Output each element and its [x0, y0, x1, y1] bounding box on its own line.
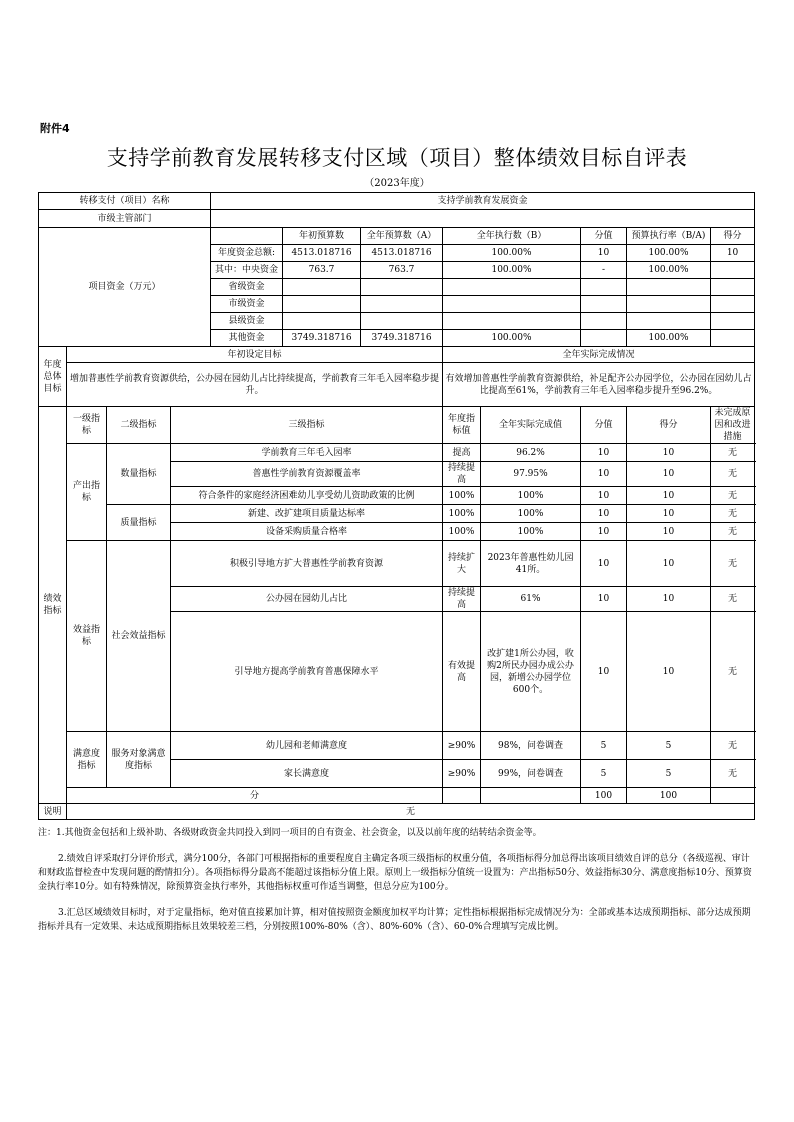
- indicator-score-value: 10: [581, 523, 627, 541]
- indicator-reason: 无: [711, 462, 755, 487]
- service-satisfaction-label: 服务对象满意度指标: [107, 732, 171, 788]
- page-title: 支持学前教育发展转移支付区域（项目）整体绩效目标自评表: [106, 146, 688, 170]
- funds-header-exec: 全年执行数（B）: [443, 228, 581, 245]
- goals-text-row: [39, 363, 755, 407]
- funds-row-score-value: [581, 330, 627, 347]
- goals-actual-header: 全年实际完成情况: [443, 347, 755, 363]
- indicator-target: 持续提高: [443, 587, 481, 612]
- funds-label: 项目资金（万元）: [39, 228, 211, 347]
- funds-row-score: 10: [711, 245, 755, 262]
- funds-row-score-value: [581, 296, 627, 313]
- goals-initial-header: 年初设定目标: [67, 347, 443, 363]
- total-empty-actual: [481, 788, 581, 804]
- funds-row-annual: 763.7: [361, 262, 443, 279]
- project-name-value: 支持学前教育发展资金: [211, 193, 755, 210]
- funds-row-initial: 3749.318716: [283, 330, 361, 347]
- header-score-value: 分值: [581, 407, 627, 444]
- remark-label: 说明: [39, 804, 67, 820]
- funds-row-annual: [361, 296, 443, 313]
- indicator-actual: 100%: [481, 523, 581, 541]
- indicator-actual: 61%: [481, 587, 581, 612]
- funds-row-rate: [627, 313, 711, 330]
- funds-row-initial: 763.7: [283, 262, 361, 279]
- funds-row-exec: [443, 296, 581, 313]
- indicator-score: 10: [627, 612, 711, 732]
- indicator-target: 100%: [443, 505, 481, 523]
- indicator-name: 家长满意度: [171, 760, 443, 788]
- indicator-score-value: 5: [581, 760, 627, 788]
- output-indicator-label: 产出指标: [67, 444, 107, 541]
- funds-row-rate: 100.00%: [627, 330, 711, 347]
- funds-row-annual: [361, 313, 443, 330]
- indicator-name: 公办园在园幼儿占比: [171, 587, 443, 612]
- funds-row-score: [711, 262, 755, 279]
- funds-row-name: 省级资金: [211, 279, 283, 296]
- goals-initial-text: 增加普惠性学前教育资源供给，公办园在园幼儿占比持续提高，学前教育三年毛入园率稳步提升。: [67, 363, 443, 407]
- header-reason: 未完成原因和改进措施: [711, 407, 755, 444]
- funds-row-rate: [627, 296, 711, 313]
- funds-row-rate: [627, 279, 711, 296]
- funds-corner: [211, 228, 283, 245]
- funds-row-exec: [443, 313, 581, 330]
- indicator-score-value: 10: [581, 587, 627, 612]
- quantity-indicator-label: 数量指标: [107, 444, 171, 505]
- funds-row-exec: 100.00%: [443, 245, 581, 262]
- indicator-reason: 无: [711, 760, 755, 788]
- funds-header-annual: 全年预算数（A）: [361, 228, 443, 245]
- header-actual: 全年实际完成值: [481, 407, 581, 444]
- funds-row-name: 市级资金: [211, 296, 283, 313]
- indicators-label: 绩效指标: [39, 407, 67, 804]
- indicator-name: 引导地方提高学前教育普惠保障水平: [171, 612, 443, 732]
- indicator-actual: 改扩建1所公办园，收购2所民办园办成公办园，新增公办园学位600个。: [481, 612, 581, 732]
- funds-row-annual: 4513.018716: [361, 245, 443, 262]
- total-score: 100: [627, 788, 711, 804]
- indicator-target: 提高: [443, 444, 481, 462]
- attachment-label: 附件4: [40, 122, 70, 135]
- funds-row-initial: [283, 296, 361, 313]
- indicator-target: ≥90%: [443, 732, 481, 760]
- funds-header-score-value: 分值: [581, 228, 627, 245]
- department-value: [211, 210, 755, 228]
- funds-row-score-value: [581, 279, 627, 296]
- funds-row-name: 县级资金: [211, 313, 283, 330]
- indicator-row: [39, 732, 755, 760]
- indicator-reason: 无: [711, 444, 755, 462]
- funds-row-annual: [361, 279, 443, 296]
- department-row: [39, 210, 755, 228]
- funds-row-initial: [283, 279, 361, 296]
- funds-row-rate: 100.00%: [627, 245, 711, 262]
- funds-row-score: [711, 313, 755, 330]
- indicator-reason: 无: [711, 523, 755, 541]
- header-level3: 三级指标: [171, 407, 443, 444]
- note-3: 3.汇总区域绩效目标时，对于定量指标，绝对值直接累加计算，相对值按照资金额度加权平均计算；定性指标根据指标完成情况分为：全部或基本达成预期指标、部分达成预期指标并具有一定效果、未达成预期指标且效果较差三档，分别按照100%-80%（含）、80%-60%（含）、60-0%合理填写完成比例。: [38, 908, 751, 932]
- total-empty-reason: [711, 788, 755, 804]
- funds-row-score-value: [581, 313, 627, 330]
- indicator-target: 持续扩大: [443, 541, 481, 587]
- indicator-score: 10: [627, 444, 711, 462]
- funds-row-name: 年度资金总额:: [211, 245, 283, 262]
- funds-header-score: 得分: [711, 228, 755, 245]
- department-label: 市级主管部门: [39, 210, 211, 228]
- indicator-name: 学前教育三年毛入园率: [171, 444, 443, 462]
- indicator-name: 普惠性学前教育资源覆盖率: [171, 462, 443, 487]
- indicator-row: [39, 541, 755, 587]
- indicator-name: 积极引导地方扩大普惠性学前教育资源: [171, 541, 443, 587]
- funds-row-name: 其中：中央资金: [211, 262, 283, 279]
- goals-header-row: [39, 347, 755, 363]
- goals-label: 年度总体目标: [39, 347, 67, 407]
- indicator-reason: 无: [711, 487, 755, 505]
- indicator-name: 新建、改扩建项目质量达标率: [171, 505, 443, 523]
- funds-row-score-value: 10: [581, 245, 627, 262]
- funds-row-annual: 3749.318716: [361, 330, 443, 347]
- indicator-row: [39, 444, 755, 462]
- header-level1: 一级指标: [67, 407, 107, 444]
- indicator-reason: 无: [711, 612, 755, 732]
- header-level2: 二级指标: [107, 407, 171, 444]
- indicator-target: ≥90%: [443, 760, 481, 788]
- year-subtitle: （2023年度）: [364, 178, 430, 189]
- indicator-score: 10: [627, 541, 711, 587]
- funds-row-score: [711, 330, 755, 347]
- goals-actual-text: 有效增加普惠性学前教育资源供给，补足配齐公办园学位，公办园在园幼儿占比提高至61%，学前教育三年毛入园率稳步提升至96.2%。: [443, 363, 755, 407]
- indicator-score: 10: [627, 523, 711, 541]
- funds-row-exec: 100.00%: [443, 262, 581, 279]
- header-target: 年度指标值: [443, 407, 481, 444]
- notes-section: [38, 826, 756, 946]
- indicator-reason: 无: [711, 732, 755, 760]
- funds-header-row: [39, 228, 755, 245]
- note-2: 2.绩效自评采取打分评价形式，满分100分，各部门可根据指标的重要程度自主确定各项三级指标的权重分值，各项指标得分加总得出该项目绩效自评的总分（各级巡视、审计和财政监督检查中发现问题的酌情扣分）。各项指标得分最高不能超过该指标分值上限。原则上一级指标分值统一设置为：产出指标50分、效益指标30分、满意度指标10分、预算资金执行率10分。如有特殊情况，除预算资金执行率外，其他指标权重可作适当调整，但总分应为100分。: [38, 854, 752, 892]
- total-score-value: 100: [581, 788, 627, 804]
- funds-row-initial: [283, 313, 361, 330]
- funds-row-score: [711, 296, 755, 313]
- indicator-actual: 97.95%: [481, 462, 581, 487]
- indicator-reason: 无: [711, 505, 755, 523]
- indicator-target: 100%: [443, 487, 481, 505]
- indicator-score-value: 5: [581, 732, 627, 760]
- funds-row-exec: [443, 279, 581, 296]
- note-1: 注：1.其他资金包括和上级补助、各级财政资金共同投入到同一项目的自有资金、社会资金，以及以前年度的结转结余资金等。: [38, 828, 542, 838]
- indicator-name: 幼儿园和老师满意度: [171, 732, 443, 760]
- funds-row-score: [711, 279, 755, 296]
- indicator-target: 有效提高: [443, 612, 481, 732]
- indicator-target: 持续提高: [443, 462, 481, 487]
- indicator-reason: 无: [711, 541, 755, 587]
- indicator-reason: 无: [711, 587, 755, 612]
- total-empty-target: [443, 788, 481, 804]
- funds-row-score-value: -: [581, 262, 627, 279]
- indicator-row: [39, 505, 755, 523]
- indicator-actual: 99%，问卷调查: [481, 760, 581, 788]
- indicator-actual: 96.2%: [481, 444, 581, 462]
- indicator-actual: 100%: [481, 487, 581, 505]
- indicator-header-row: [39, 407, 755, 444]
- indicator-actual: 100%: [481, 505, 581, 523]
- indicator-score: 5: [627, 760, 711, 788]
- funds-row-name: 其他资金: [211, 330, 283, 347]
- indicator-actual: 2023年普惠性幼儿园41所。: [481, 541, 581, 587]
- funds-row-initial: 4513.018716: [283, 245, 361, 262]
- indicator-score-value: 10: [581, 444, 627, 462]
- satisfaction-indicator-label: 满意度指标: [67, 732, 107, 788]
- remark-row: [39, 804, 755, 820]
- indicator-score: 10: [627, 587, 711, 612]
- indicator-name: 符合条件的家庭经济困难幼儿享受幼儿资助政策的比例: [171, 487, 443, 505]
- indicator-score-value: 10: [581, 612, 627, 732]
- total-row: [39, 788, 755, 804]
- indicator-score-value: 10: [581, 462, 627, 487]
- total-label: 分: [67, 788, 443, 804]
- indicator-score-value: 10: [581, 487, 627, 505]
- funds-header-initial: 年初预算数: [283, 228, 361, 245]
- header-score: 得分: [627, 407, 711, 444]
- indicator-score: 10: [627, 462, 711, 487]
- social-benefit-label: 社会效益指标: [107, 541, 171, 732]
- indicator-target: 100%: [443, 523, 481, 541]
- indicator-actual: 98%，问卷调查: [481, 732, 581, 760]
- funds-row-exec: 100.00%: [443, 330, 581, 347]
- indicator-score-value: 10: [581, 505, 627, 523]
- funds-row-rate: 100.00%: [627, 262, 711, 279]
- remark-value: 无: [67, 804, 755, 820]
- indicator-score: 5: [627, 732, 711, 760]
- indicator-score: 10: [627, 487, 711, 505]
- project-name-row: [39, 193, 755, 210]
- indicator-score: 10: [627, 505, 711, 523]
- project-name-label: 转移支付（项目）名称: [39, 193, 211, 210]
- quality-indicator-label: 质量指标: [107, 505, 171, 541]
- indicator-name: 设备采购质量合格率: [171, 523, 443, 541]
- benefit-indicator-label: 效益指标: [67, 541, 107, 732]
- evaluation-table: [38, 192, 755, 820]
- funds-header-rate: 预算执行率（B/A): [627, 228, 711, 245]
- indicator-score-value: 10: [581, 541, 627, 587]
